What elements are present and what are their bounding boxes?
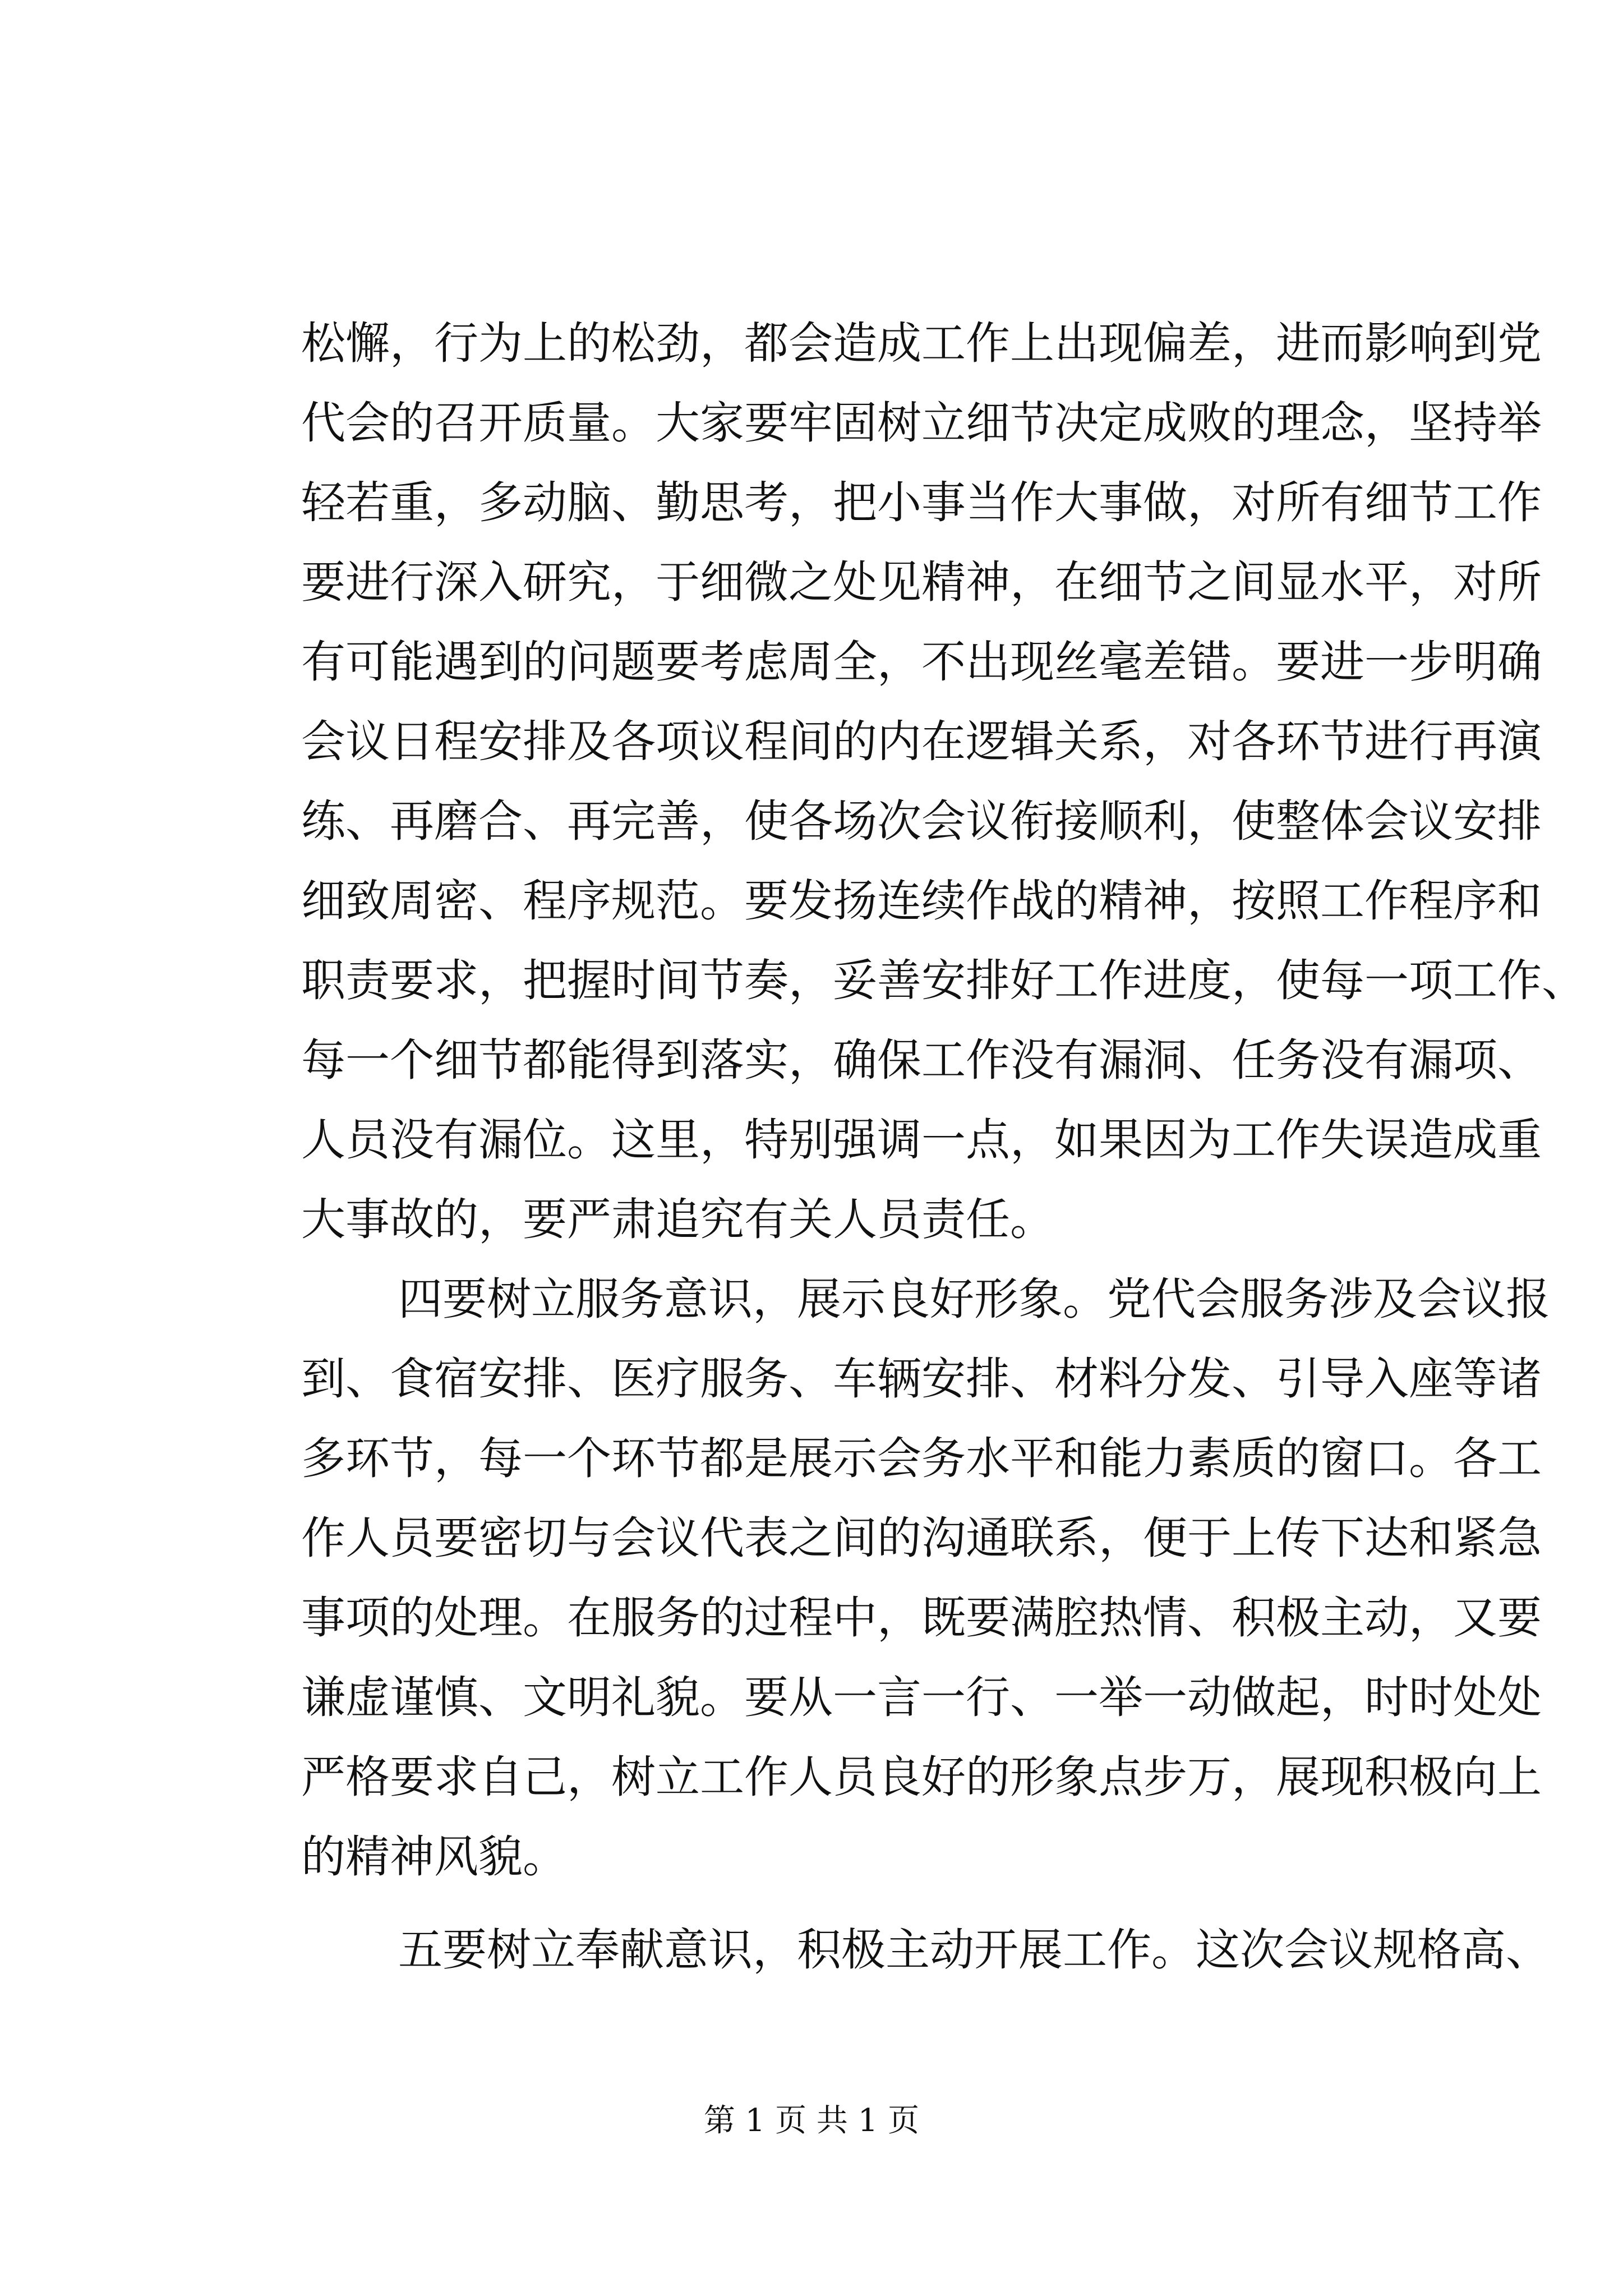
paragraph-line: 有可能遇到的问题要考虑周全，不出现丝毫差错。要进一步明确 <box>301 636 1542 688</box>
paragraph-first-line: 五要树立奉献意识，积极主动开展工作。这次会议规格高、 <box>398 1924 1550 1976</box>
paragraph-line: 职责要求，把握时间节奏，妥善安排好工作进度，使每一项工作、 <box>301 955 1586 1006</box>
paragraph-line: 事项的处理。在服务的过程中，既要满腔热情、积极主动，又要 <box>301 1592 1542 1644</box>
paragraph-line: 多环节，每一个环节都是展示会务水平和能力素质的窗口。各工 <box>301 1433 1542 1484</box>
paragraph-line: 严格要求自己，树立工作人员良好的形象点步万，展现积极向上 <box>301 1751 1542 1803</box>
paragraph-line: 练、再磨合、再完善，使各场次会议衔接顺利，使整体会议安排 <box>301 795 1542 847</box>
paragraph-line: 人员没有漏位。这里，特别强调一点，如果因为工作失误造成重 <box>301 1114 1542 1166</box>
paragraph-line: 要进行深入研究，于细微之处见精神，在细节之间显水平，对所 <box>301 556 1542 608</box>
paragraph-line: 代会的召开质量。大家要牢固树立细节决定成败的理念，坚持举 <box>301 397 1542 449</box>
paragraph-line: 的精神风貌。 <box>301 1831 567 1883</box>
paragraph-line: 轻若重，多动脑、勤思考，把小事当作大事做，对所有细节工作 <box>301 477 1542 528</box>
paragraph-line: 作人员要密切与会议代表之间的沟通联系，便于上传下达和紧急 <box>301 1512 1542 1564</box>
paragraph-line: 谦虚谨慎、文明礼貌。要从一言一行、一举一动做起，时时处处 <box>301 1672 1542 1723</box>
paragraph-line: 会议日程安排及各项议程间的内在逻辑关系，对各环节进行再演 <box>301 716 1542 767</box>
paragraph-line: 到、食宿安排、医疗服务、车辆安排、材料分发、引导入座等诸 <box>301 1353 1542 1405</box>
page-number-footer: 第 1 页 共 1 页 <box>703 2102 920 2139</box>
paragraph-line: 松懈，行为上的松劲，都会造成工作上出现偏差，进而影响到党 <box>301 318 1542 369</box>
paragraph-line: 大事故的，要严肃追究有关人员责任。 <box>301 1194 1054 1245</box>
paragraph-line: 细致周密、程序规范。要发扬连续作战的精神，按照工作程序和 <box>301 875 1542 927</box>
paragraph-first-line: 四要树立服务意识，展示良好形象。党代会服务涉及会议报 <box>398 1273 1550 1325</box>
paragraph-line: 每一个细节都能得到落实，确保工作没有漏洞、任务没有漏项、 <box>301 1034 1542 1086</box>
